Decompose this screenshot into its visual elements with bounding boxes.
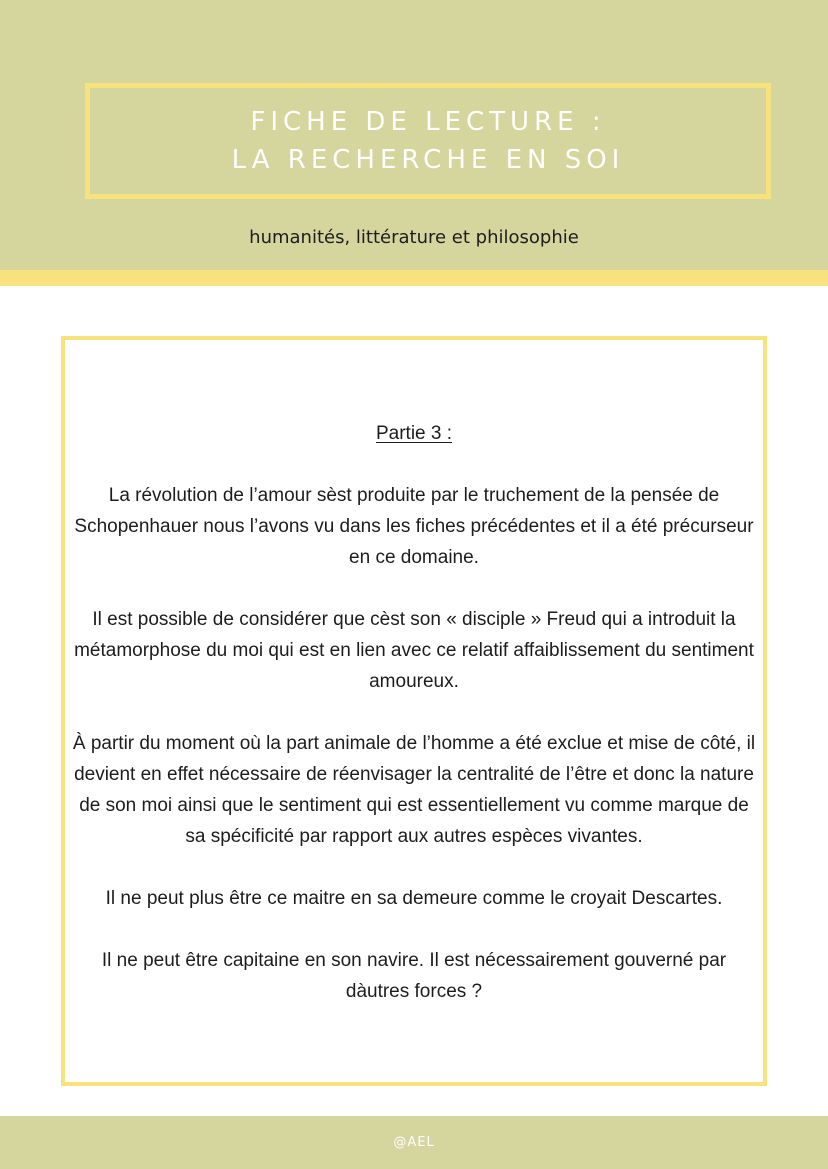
title-frame: [85, 83, 771, 199]
header-band: [0, 0, 828, 270]
section-heading: [65, 420, 763, 448]
section-heading-text: Partie 3 :: [375, 423, 453, 444]
header-accent-stripe: [0, 270, 828, 286]
content-frame: [61, 336, 767, 1086]
paragraph-5: Il ne peut être capitaine en son navire. Il est nécessairement gouverné par dàutres forces ?: [101, 950, 727, 1002]
page-title-line-1: FICHE DE LECTURE :: [250, 107, 606, 137]
footer-handle: @AEL: [393, 1135, 435, 1150]
paragraph-4: Il ne peut plus être ce maitre en sa demeure comme le croyait Descartes.: [105, 888, 723, 909]
page-title-line-2: LA RECHERCHE EN SOI: [231, 145, 625, 175]
subtitle: humanités, littérature et philosophie: [249, 227, 579, 248]
body-text: [71, 480, 757, 1038]
footer-band: [0, 1116, 828, 1169]
paragraph-1: La révolution de l’amour sèst produite par le truchement de la pensée de Schopenhauer nous l’avons vu dans les fiches précédentes et il a été précurseur en ce domaine.: [74, 485, 754, 568]
paragraph-2: Il est possible de considérer que cèst son « disciple » Freud qui a introduit la métamorphose du moi qui est en lien avec ce relatif affaiblissement du sentiment amoureux.: [74, 609, 754, 692]
paragraph-3: À partir du moment où la part animale de l’homme a été exclue et mise de côté, il devient en effet nécessaire de réenvisager la centralité de l’être et donc la nature de son moi ainsi que le sentiment qui est essentiellement vu comme marque de sa spécificité par rapport aux autres espèces vivantes.: [72, 733, 756, 847]
